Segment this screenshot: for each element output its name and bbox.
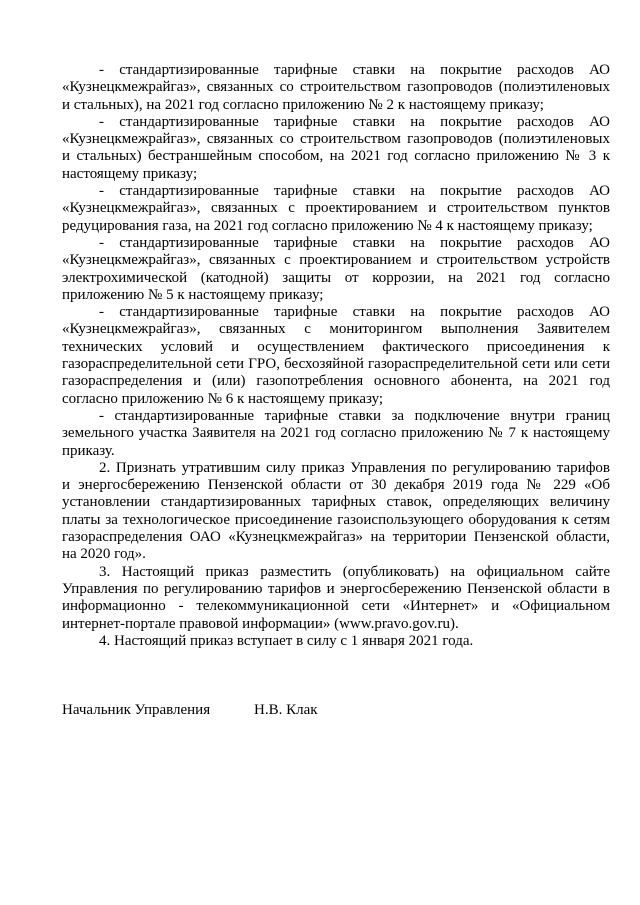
text-line: - стандартизированные тарифные ставки на покрытие расходов АО	[99, 183, 610, 200]
text-line: настоящему приказу;	[62, 165, 198, 182]
text-line: земельного участка Заявителя на 2021 год согласно приложению № 7 к настоящему	[62, 425, 610, 442]
signature-block	[62, 702, 610, 720]
signatory-position: Начальник Управления	[62, 702, 211, 718]
text-line: «Кузнецкмежрайгаз», связанных с проектированием и строительством пунктов	[62, 200, 610, 217]
text-line: 3. Настоящий приказ разместить (опубликовать) на официальном сайте	[99, 563, 610, 580]
text-line: - стандартизированные тарифные ставки на покрытие расходов АО	[99, 62, 610, 78]
paragraph-item-9	[62, 633, 610, 650]
text-line: «Кузнецкмежрайгаз», связанных со строительством газопроводов (полиэтиленовых	[62, 131, 610, 148]
text-line: газораспределительной сети ГРО, бесхозяйной газораспределительной сети или сети	[62, 356, 610, 373]
text-line: - стандартизированные тарифные ставки на покрытие расходов АО	[99, 234, 610, 251]
paragraph-item-4	[62, 235, 610, 304]
paragraph-item-2	[62, 114, 610, 183]
text-line: «Кузнецкмежрайгаз», связанных с мониторингом выполнения Заявителем	[62, 321, 610, 338]
text-line: информационно - телекоммуникационной сети «Интернет» и «Официальном	[62, 598, 610, 615]
text-line: - стандартизированные тарифные ставки на покрытие расходов АО	[99, 304, 610, 321]
text-line: приказу.	[62, 442, 115, 459]
text-line: - стандартизированные тарифные ставки на покрытие расходов АО	[99, 113, 610, 130]
text-line: «Кузнецкмежрайгаз», связанных с проектированием и строительством устройств	[62, 252, 610, 269]
text-line: газораспределения и (или) газопотребления основного абонента, на 2021 год	[62, 373, 610, 390]
text-line: редуцирования газа, на 2021 год согласно приложению № 4 к настоящему приказу;	[62, 217, 593, 234]
text-line: газораспределения ОАО «Кузнецкмежрайгаз» на территории Пензенской области,	[62, 529, 610, 546]
signatory-name: Н.В. Клак	[254, 702, 318, 718]
paragraph-item-3	[62, 183, 610, 235]
document-body	[62, 62, 610, 650]
text-line: приложению № 5 к настоящему приказу;	[62, 286, 324, 303]
paragraph-item-5	[62, 304, 610, 408]
text-line: технических условий и осуществлением фактического присоединения к	[62, 338, 610, 355]
text-line: Управления по регулированию тарифов и энергосбережению Пензенской области в	[62, 580, 610, 597]
text-line: и энергосбережению Пензенской области от 30 декабря 2019 года № 229 «Об	[62, 477, 610, 494]
text-line: и стальных) бестраншейным способом, на 2021 год согласно приложению № 3 к	[62, 148, 610, 165]
text-line: платы за технологическое присоединение газоиспользующего оборудования к сетям	[62, 511, 610, 528]
text-line: 2. Признать утратившим силу приказ Управления по регулированию тарифов	[99, 459, 610, 476]
paragraph-item-6	[62, 408, 610, 460]
text-line: интернет-портале правовой информации» (www.pravo.gov.ru).	[62, 615, 459, 632]
text-line: электрохимической (катодной) защиты от коррозии, на 2021 год согласно	[62, 269, 610, 286]
text-line: «Кузнецкмежрайгаз», связанных со строительством газопроводов (полиэтиленовых	[62, 79, 610, 96]
text-line: согласно приложению № 6 к настоящему приказу;	[62, 390, 384, 407]
text-line: 4. Настоящий приказ вступает в силу с 1 января 2021 года.	[99, 632, 474, 649]
text-line: - стандартизированные тарифные ставки за подключение внутри границ	[99, 407, 610, 424]
paragraph-item-1	[62, 62, 610, 114]
text-line: на 2020 год».	[62, 546, 146, 563]
paragraph-item-8	[62, 564, 610, 633]
text-line: установлении стандартизированных тарифных ставок, определяющих величину	[62, 494, 610, 511]
paragraph-item-7	[62, 460, 610, 564]
text-line: и стальных), на 2021 год согласно приложению № 2 к настоящему приказу;	[62, 96, 544, 113]
